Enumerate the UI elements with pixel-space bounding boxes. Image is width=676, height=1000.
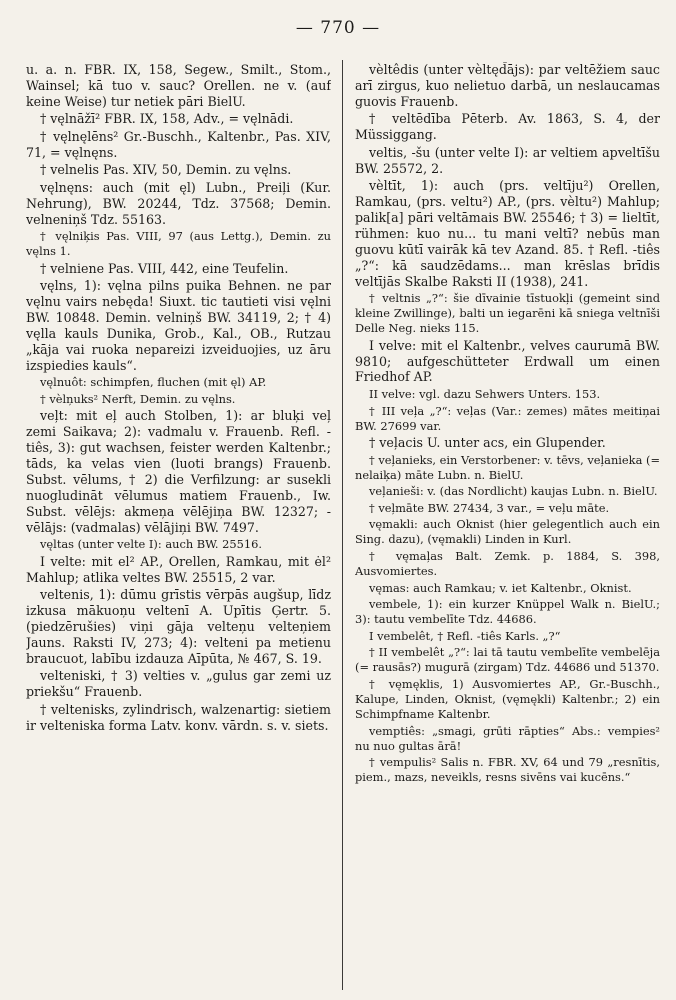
- entry-text: vęlnęns: auch (mit ęl) Lubn., Preiļi (Kur. Nehrung), BW. 20244, Tdz. 37568; Demin. velneniņš Tdz. 55163.: [26, 179, 331, 227]
- entry-text: † vęlniķis Pas. VIII, 97 (aus Lettg.), Demin. zu vęlns 1.: [26, 229, 331, 259]
- entry-text: † II vembelêt „?“: lai tā tautu vembelīte vembelēja (= rausās?) mugurā (zirgam) Tdz. 44686 und 51370.: [355, 645, 660, 675]
- entry-text: u. a. n. FBR. IX, 158, Segew., Smilt., Stom., Wainsel; kā tuo v. sauc? Orellen. ne v. (auf keine Weise) tur netiek pāri BielU.: [26, 62, 331, 109]
- entry-text: † veļmāte BW. 27434, 3 var., = veļu māte.: [369, 500, 610, 515]
- entry-text: I vembelêt, † Refl. -tiês Karls. „?“: [369, 628, 561, 643]
- entry-text: vęlns, 1): vęlna pilns puika Behnen. ne par vęlnu vairs nebęda! Siuxt. tic tautieti visi vęlni BW. 10848. Demin. velniņš BW. 34119, 2; † 4) vęlla kauls Dunika, Grob., Kal., OB., Rutzau „kāja vai ruoka nepareizi izveiduojies, uz āru izspiedies kauls“.: [26, 278, 331, 373]
- entry-text: veļt: mit eļ auch Stolben, 1): ar bluķi veļ zemi Saikava; 2): vadmalu v. Frauenb. Refl. -tiês, 3): gut wachsen, feister werden Kaltenbr.; tāds, ka velas vien (luoti brangs) Frauenb. Subst. vēlums, † 2) die Verfilzung: ar susekli nuogludināt vēlumus matiem Frauenb., Iw. Subst. vēlējs: akmeņa vēlējiņa BW. 12327; -vēlājs: (vadmalas) vēlājiņi BW. 7497.: [26, 408, 331, 535]
- entry-text: veltenis, 1): dūmu grīstis vērpās augšup, līdz izkusa mākuoņu veltenī A. Upītis Ģertr. 5. (piedzērušies) viņi gāja velteņu velteņiem Jauns. Raksti IV, 273; 4): velteni pa metienu braucuot, labību izdauza Aīpūta, № 467, S. 19.: [26, 587, 331, 666]
- entry-text: † veltnis „?“: šie dīvainie tīstuokļi (gemeint sind kleine Zwillinge), balti un iegarēni kā sniega veltnīši Delle Neg. nieks 115.: [355, 291, 660, 336]
- entry-text: † veltēdība Pēterb. Av. 1863, S. 4, der Müssiggang.: [355, 111, 660, 143]
- entry-text: vèltêdis (unter vèltęd̄ājs): par veltēžiem sauc arī zirgus, kuo nelietuo darbā, un neslaucamas guovis Frauenb.: [355, 62, 660, 109]
- entry-text: vęltas (unter velte I): auch BW. 25516.: [40, 537, 262, 552]
- entry-text: veļanieši: v. (das Nordlicht) kaujas Lubn. n. BielU.: [369, 484, 658, 499]
- right-column: [355, 62, 660, 992]
- entry-text: † vęlnęlēns² Gr.-Buschh., Kaltenbr., Pas. XIV, 71, = vęlnęns.: [26, 128, 331, 160]
- entry-text: † III veļa „?“: veļas (Var.: zemes) mātes meitiņai BW. 27699 var.: [355, 403, 660, 433]
- entry-text: † vęmaļas Balt. Zemk. p. 1884, S. 398, Ausvomiertes.: [355, 549, 660, 579]
- entry-text: vęmas: auch Ramkau; v. iet Kaltenbr., Oknist.: [369, 580, 632, 595]
- entry-text: † vempulis² Salis n. FBR. XV, 64 und 79 „resnītis, piem., mazs, neveikls, resns sivēns vai kucēns.“: [355, 755, 660, 785]
- entry-text: vęlnuôt: schimpfen, fluchen (mit ęl) AP.: [40, 375, 267, 390]
- entry-text: veltis, -šu (unter velte I): ar veltiem apveltīšu BW. 25572, 2.: [355, 144, 660, 176]
- entry-text: † vęlnāžī² FBR. IX, 158, Adv., = vęlnādi.: [40, 111, 294, 127]
- entry-text: † veļanieks, ein Verstorbener: v. tēvs, veļanieka (= nelaiķa) māte Lubn. n. BielU.: [355, 452, 660, 482]
- entry-text: vemptiês: „smagi, grūti rāpties“ Abs.: vempies² nu nuo gultas ārā!: [355, 723, 660, 753]
- entry-text: vęmakli: auch Oknist (hier gelegentlich auch ein Sing. dazu), (vęmakli) Linden in Kurl.: [355, 517, 660, 547]
- entry-text: I velve: mit el Kaltenbr., velves caurumā BW. 9810; aufgeschütteter Erdwall um einen Friedhof AP.: [355, 337, 660, 385]
- entry-text: I velte: mit el² AP., Orellen, Ramkau, mit ėl² Mahlup; atlika veltes BW. 25515, 2 var.: [26, 553, 331, 585]
- entry-text: † veļacis U. unter acs, ein Glupender.: [369, 435, 606, 451]
- entry-text: † velnelis Pas. XIV, 50, Demin. zu vęlns.: [40, 162, 292, 178]
- column-divider: [342, 60, 343, 990]
- page-number: — 770 —: [295, 18, 381, 38]
- entry-text: † vèlņuks² Nerft, Demin. zu vęlns.: [40, 391, 236, 406]
- entry-text: II velve: vgl. dazu Sehwers Unters. 153.: [369, 386, 601, 401]
- entry-text: † velniene Pas. VIII, 442, eine Teufelin.: [40, 260, 289, 276]
- entry-text: † veltenisks, zylindrisch, walzenartig: sietiem ir velteniska forma Latv. konv. vārdn. s. v. siets.: [26, 701, 331, 733]
- entry-text: † vęmęklis, 1) Ausvomiertes AP., Gr.-Buschh., Kalupe, Linden, Oknist, (vęmękli) Kaltenbr.; 2) ein Schimpfname Kaltenbr.: [355, 677, 660, 721]
- entry-text: velteniski, † 3) velties v. „gulus gar zemi uz priekšu“ Frauenb.: [26, 668, 331, 700]
- left-column: [26, 62, 331, 992]
- entry-text: vèltīt, 1): auch (prs. veltīju²) Orellen, Ramkau, (prs. veltu²) AP., (prs. vèltu²) Mahlup; palik[a] pāri veltāmais BW. 25546; † 3) = lieltīt, rühmen: kuo nu... tu mani veltī? nebūs man guovu kūtī vairāk kā tev Azand. 85. † Refl. -tiês „?“: kā saudzēdams... man krēslas brīdis veltījās Skalbe Raksti II (1938), 241.: [355, 178, 660, 289]
- entry-text: vembele, 1): ein kurzer Knüppel Walk n. BielU.; 3): tautu vembelīte Tdz. 44686.: [355, 597, 660, 627]
